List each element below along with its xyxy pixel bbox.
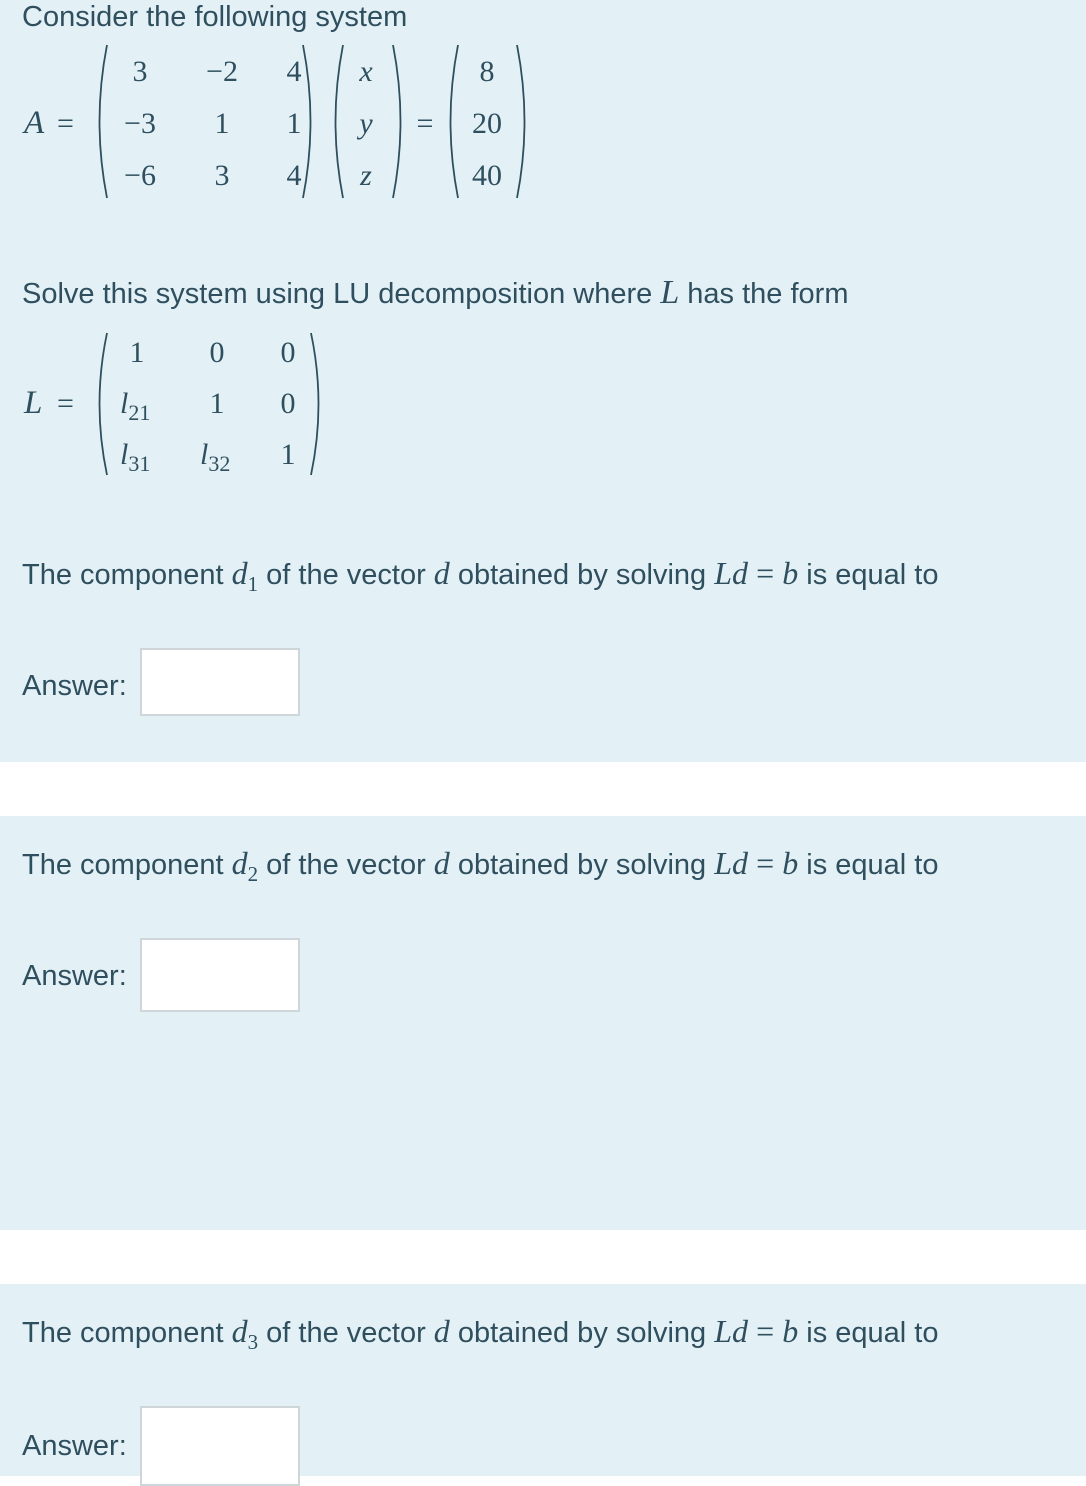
answer-input-2[interactable] [140,938,300,1012]
matrix-a-right-paren [303,45,311,198]
matrix-a-cell: 1 [286,107,302,140]
matrix-a-left-paren [100,45,108,198]
matrix-l-cell: 1 [129,336,145,369]
matrix-a-cell: 3 [132,55,148,88]
system-equation [0,40,560,210]
matrix-a-cell: −6 [124,159,156,192]
rhs-vector-cell: 20 [472,107,502,140]
matrix-a-name: A [24,105,45,141]
question-panel-2 [0,816,1086,1230]
answer-label-1: Answer: [22,670,127,702]
matrix-l-cell: 0 [209,336,225,369]
rhs-vector-cell: 40 [472,159,502,192]
matrix-a-cell: 1 [214,107,230,140]
matrix-l-cell: 0 [280,336,296,369]
lu-prompt-var: L [660,274,680,311]
rhs-vector-cell: 8 [479,55,495,88]
matrix-a-cell: 3 [214,159,230,192]
answer-input-3[interactable] [140,1406,300,1486]
matrix-l-equals: = [57,387,74,420]
matrix-l-left-paren [100,333,108,475]
question-panel-3 [0,1284,1086,1476]
rhs-vector-left-paren [451,45,459,198]
vars-vector-cell: z [360,159,372,192]
vars-vector-cell: x [359,55,373,88]
matrix-a-cell: 4 [286,159,302,192]
matrix-a-cell: −3 [124,107,156,140]
vars-vector-right-paren [393,45,401,198]
answer-label-3: Answer: [22,1430,127,1462]
matrix-l-cell: 1 [209,387,225,420]
matrix-l-name: L [24,385,43,421]
matrix-l-cell: 1 [280,438,296,471]
matrix-l-right-paren [311,333,319,475]
matrix-a-cell: −2 [206,55,238,88]
intro-text: Consider the following system [22,1,408,33]
matrix-a-equals: = [57,107,74,140]
answer-label-2: Answer: [22,960,127,992]
l-matrix-equation [0,325,380,485]
lu-prompt [22,276,848,311]
lu-prompt-after: has the form [687,278,849,310]
matrix-l-cell: 0 [280,387,296,420]
vars-vector-left-paren [336,45,344,198]
matrix-l-cell: $l_{32}$ [200,438,231,476]
vars-vector-cell: y [359,107,373,140]
answer-input-1[interactable] [140,648,300,716]
matrix-l-cell: $l_{31}$ [120,438,151,476]
lu-prompt-before: Solve this system using LU decomposition where [22,278,653,310]
system-equals: = [416,107,434,140]
rhs-vector-right-paren [517,45,525,198]
question-text-3: The component $d_3$ of the vector d obtained by solving Ld = b is equal to [22,1313,939,1354]
question-text-1: The component $d_1$ of the vector d obtained by solving Ld = b is equal to [22,555,939,596]
question-text-2: The component $d_2$ of the vector d obtained by solving Ld = b is equal to [22,845,939,886]
matrix-l-cell: $l_{21}$ [120,387,151,425]
matrix-a-cell: 4 [286,55,302,88]
